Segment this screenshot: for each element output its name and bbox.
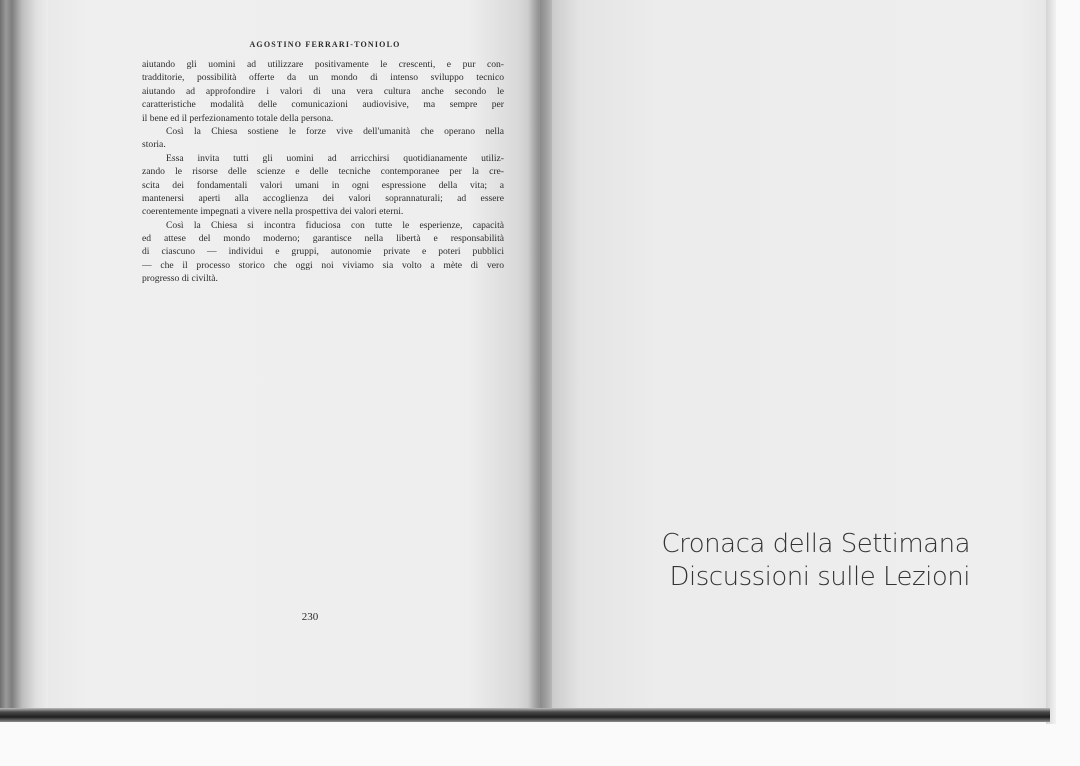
book-bottom-edge — [0, 708, 1050, 722]
text-line: di ciascuno — individui e gruppi, autonomie private e poteri pubblici — [142, 246, 504, 258]
text-line: tradditorie, possibilità offerte da un mondo di intenso sviluppo tecnico — [142, 72, 504, 84]
section-title — [640, 528, 970, 594]
text-line: Così la Chiesa si incontra fiduciosa con tutte le esperienze, capacità — [166, 219, 504, 231]
text-line: storia. — [142, 139, 166, 151]
section-title-line-2: Discussioni sulle Lezioni — [669, 562, 970, 592]
text-line: il bene ed il perfezionamento totale della persona. — [142, 112, 334, 124]
page-number: 230 — [301, 611, 319, 623]
text-line: ed attese del mondo moderno; garantisce nella libertà e responsabilità — [142, 233, 504, 245]
text-line: mantenersi aperti alla accoglienza dei valori soprannaturali; ad essere — [142, 192, 504, 204]
text-line: — che il processo storico che oggi noi viviamo sia volto a mète di vero — [142, 259, 504, 271]
body-text — [142, 58, 504, 286]
text-line: coerentemente impegnati a vivere nella prospettiva dei valori eterni. — [142, 206, 404, 218]
book-binding-edge — [0, 0, 48, 718]
section-title-line-1: Cronaca della Settimana — [661, 529, 970, 559]
page-stack-edge — [1046, 0, 1056, 724]
text-line: aiutando gli uomini ad utilizzare positivamente le crescenti, e pur con- — [142, 59, 504, 70]
text-line: Essa invita tutti gli uomini ad arricchirsi quotidianamente utiliz- — [166, 152, 504, 164]
text-line: caratteristiche modalità delle comunicazioni audiovisive, ma sempre per — [142, 99, 504, 111]
text-line: zando le risorse delle scienze e delle tecniche contemporanee per la cre- — [142, 166, 504, 178]
right-page — [540, 0, 1046, 708]
text-line: Così la Chiesa sostiene le forze vive dell'umanità che operano nella — [166, 125, 504, 137]
book-gutter-shadow — [528, 0, 552, 708]
text-line: aiutando ad approfondire i valori di una vera cultura anche secondo le — [142, 85, 504, 97]
text-line: scita dei fondamentali valori umani in ogni espressione della vita; a — [142, 179, 504, 191]
text-line: progresso di civiltà. — [142, 273, 218, 285]
running-head: AGOSTINO FERRARI-TONIOLO — [249, 40, 401, 49]
